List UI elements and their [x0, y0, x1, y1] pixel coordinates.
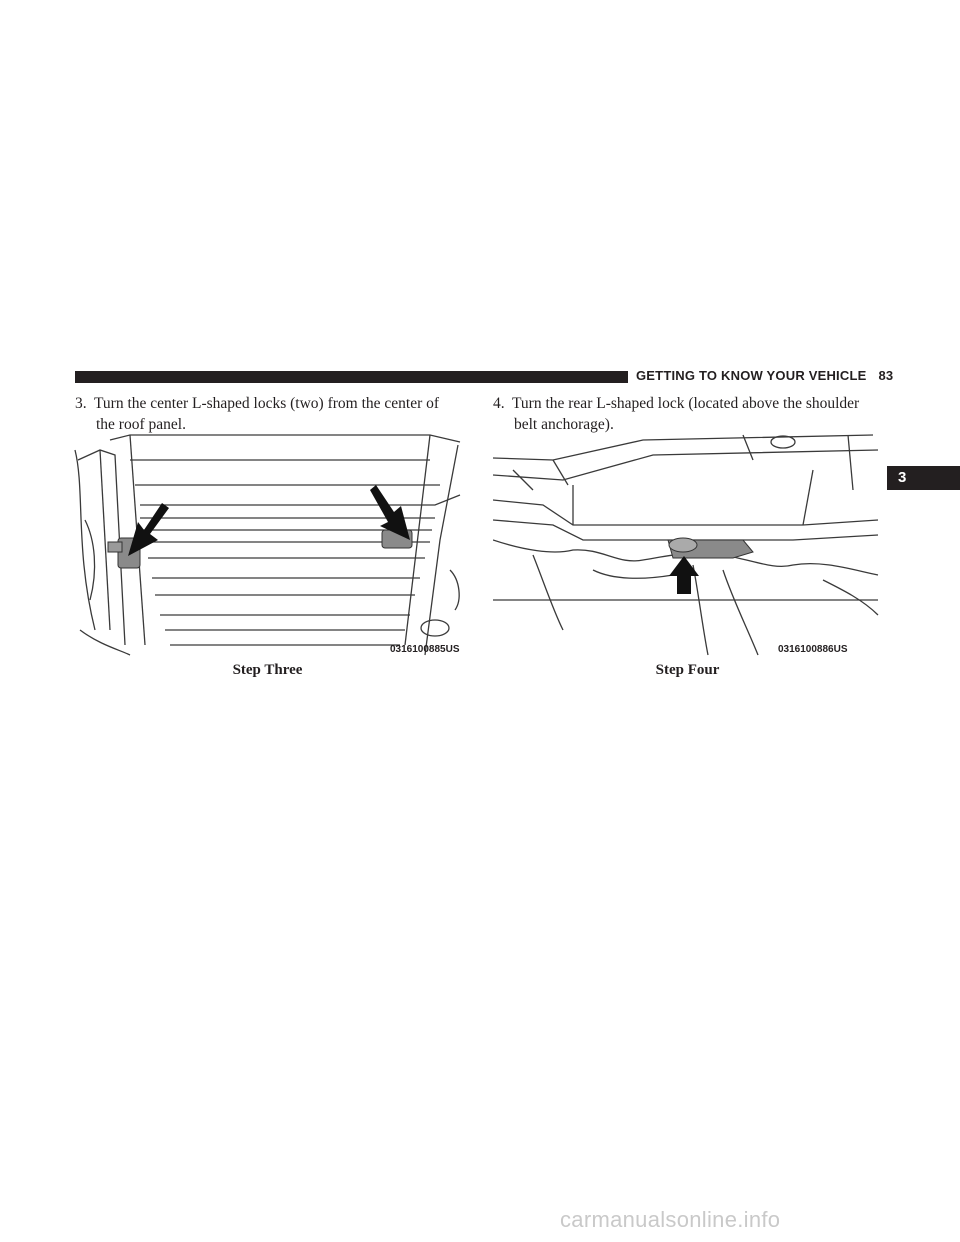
step-number: 4.	[493, 395, 505, 412]
figure-code: 0316100886US	[778, 644, 848, 655]
page-number: 83	[878, 368, 894, 383]
figure-caption: Step Three	[232, 662, 303, 678]
watermark: carmanualsonline.info	[560, 1207, 781, 1232]
running-header	[636, 368, 893, 383]
step-text-line-1: Turn the center L-shaped locks (two) from the center of	[94, 395, 440, 412]
chapter-number: 3	[898, 469, 907, 486]
header-rule	[75, 371, 628, 383]
step-four-illustration	[493, 430, 883, 658]
step-text-line-2: the roof panel.	[96, 416, 186, 433]
step-3-instruction	[75, 393, 470, 435]
step-three-illustration	[70, 430, 465, 658]
section-title: GETTING TO KNOW YOUR VEHICLE	[636, 368, 867, 383]
step-4-instruction	[493, 393, 888, 435]
figure-caption: Step Four	[655, 662, 720, 678]
step-text-line-2: belt anchorage).	[514, 416, 614, 433]
step-text-line-1: Turn the rear L-shaped lock (located above the shoulder	[512, 395, 860, 412]
figure-code: 0316100885US	[390, 644, 460, 655]
chapter-tab[interactable]	[887, 466, 960, 490]
step-number: 3.	[75, 395, 87, 412]
